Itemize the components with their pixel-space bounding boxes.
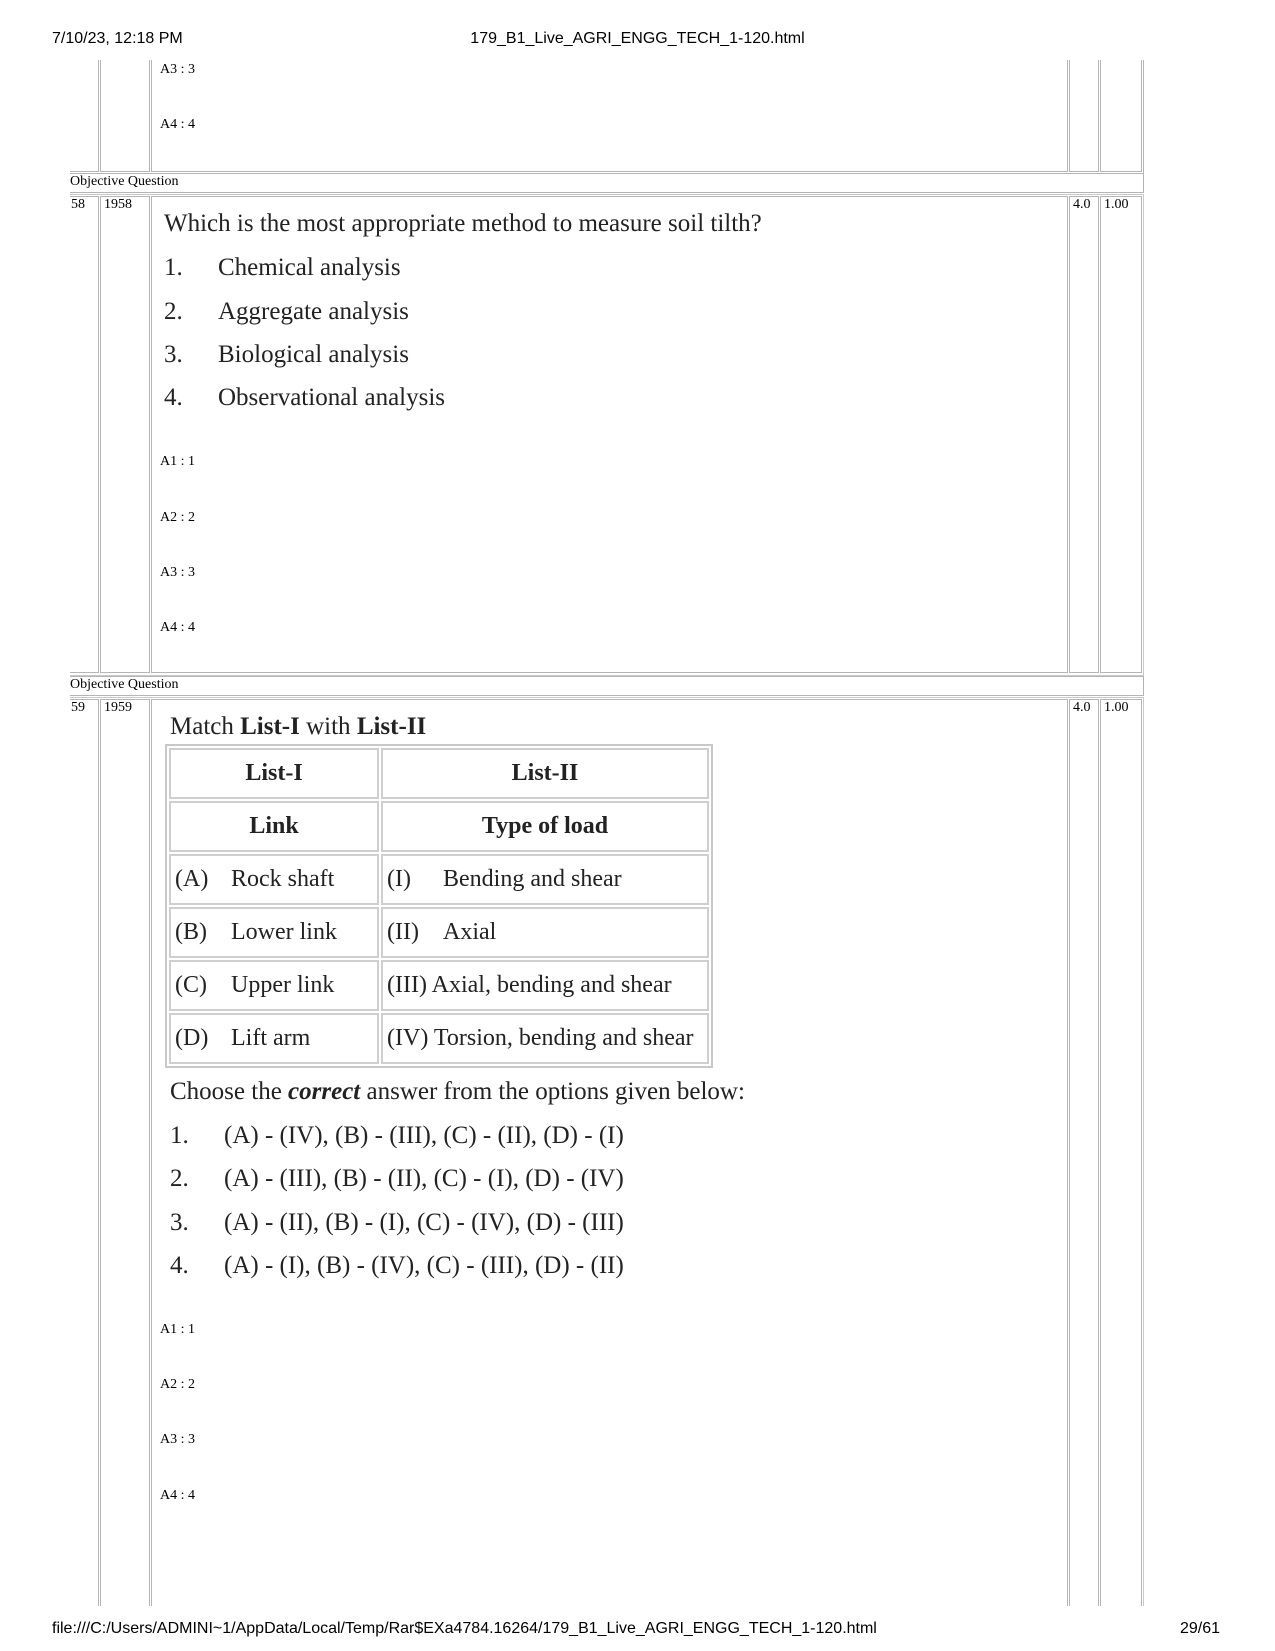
table-cell-load: (I) Bending and shear (381, 854, 709, 905)
file-path: file:///C:/Users/ADMINI~1/AppData/Local/Temp/Rar$EXa4784.16264/179_B1_Live_AGRI_ENGG_TECH_1-120.html (52, 1620, 877, 1637)
table-row (169, 1013, 709, 1064)
q58-answer-a3: A3 : 3 (160, 565, 195, 580)
q58-answer-a2: A2 : 2 (160, 510, 195, 525)
table-cell-load: (IV) Torsion, bending and shear (381, 1013, 709, 1064)
table-header-list1: List-I (169, 748, 379, 799)
q59-answer-a2: A2 : 2 (160, 1377, 195, 1392)
q58-option-3: 3. Biological analysis (164, 341, 409, 368)
q59-type-row (70, 676, 1144, 696)
q58-answer-a4: A4 : 4 (160, 620, 195, 635)
table-cell-load: (II) Axial (381, 907, 709, 958)
table-cell-load: (III) Axial, bending and shear (381, 960, 709, 1011)
q59-choose-instruction: Choose the correct answer from the options given below: (170, 1078, 745, 1105)
q59-option-1: 1. (A) - (IV), (B) - (III), (C) - (II), (D) - (I) (170, 1122, 624, 1149)
q58-negative-marks: 1.00 (1104, 197, 1129, 212)
q58-type-label: Objective Question (70, 174, 179, 189)
q59-match-table (165, 744, 713, 1068)
table-row (169, 907, 709, 958)
table-cell-link: (C) Upper link (169, 960, 379, 1011)
print-title: 179_B1_Live_AGRI_ENGG_TECH_1-120.html (470, 30, 805, 47)
q58-question-id: 1958 (104, 197, 132, 212)
prev-marks-cell (1069, 60, 1099, 172)
prev-qid-cell (100, 60, 150, 172)
q59-type-label: Objective Question (70, 677, 179, 692)
table-row (169, 960, 709, 1011)
prev-content-cell (151, 60, 1068, 172)
q59-serial-number: 59 (71, 700, 85, 715)
table-cell-link: (B) Lower link (169, 907, 379, 958)
table-row (169, 801, 709, 852)
q59-intro: Match List-I with List-II (170, 713, 427, 740)
page-number: 29/61 (1179, 1620, 1220, 1637)
prev-answer-a3: A3 : 3 (160, 62, 195, 77)
prev-answer-a4: A4 : 4 (160, 117, 195, 132)
q58-question-text: Which is the most appropriate method to measure soil tilth? (164, 210, 762, 237)
q59-option-3: 3. (A) - (II), (B) - (I), (C) - (IV), (D) - (III) (170, 1209, 624, 1236)
q58-option-2: 2. Aggregate analysis (164, 298, 409, 325)
q58-type-row (70, 173, 1144, 193)
table-header-load: Type of load (381, 801, 709, 852)
q58-answer-a1: A1 : 1 (160, 454, 195, 469)
table-cell-link: (D) Lift arm (169, 1013, 379, 1064)
table-row (169, 854, 709, 905)
q59-answer-a1: A1 : 1 (160, 1322, 195, 1337)
q58-serial-number: 58 (71, 197, 85, 212)
q59-question-id: 1959 (104, 700, 132, 715)
question-sheet (70, 60, 1200, 1606)
q59-option-4: 4. (A) - (I), (B) - (IV), (C) - (III), (D) - (II) (170, 1252, 624, 1279)
q59-answer-a4: A4 : 4 (160, 1488, 195, 1503)
prev-neg-cell (1100, 60, 1142, 172)
table-header-link: Link (169, 801, 379, 852)
table-row (169, 748, 709, 799)
table-cell-link: (A) Rock shaft (169, 854, 379, 905)
q59-answer-a3: A3 : 3 (160, 1432, 195, 1447)
q58-option-4: 4. Observational analysis (164, 384, 446, 411)
q58-marks: 4.0 (1073, 197, 1091, 212)
print-datetime: 7/10/23, 12:18 PM (52, 30, 183, 47)
q59-negative-marks: 1.00 (1104, 700, 1129, 715)
q59-option-2: 2. (A) - (III), (B) - (II), (C) - (I), (D) - (IV) (170, 1165, 624, 1192)
q58-option-1: 1. Chemical analysis (164, 254, 401, 281)
prev-sno-cell (70, 60, 99, 172)
q59-marks: 4.0 (1073, 700, 1091, 715)
table-header-list2: List-II (381, 748, 709, 799)
